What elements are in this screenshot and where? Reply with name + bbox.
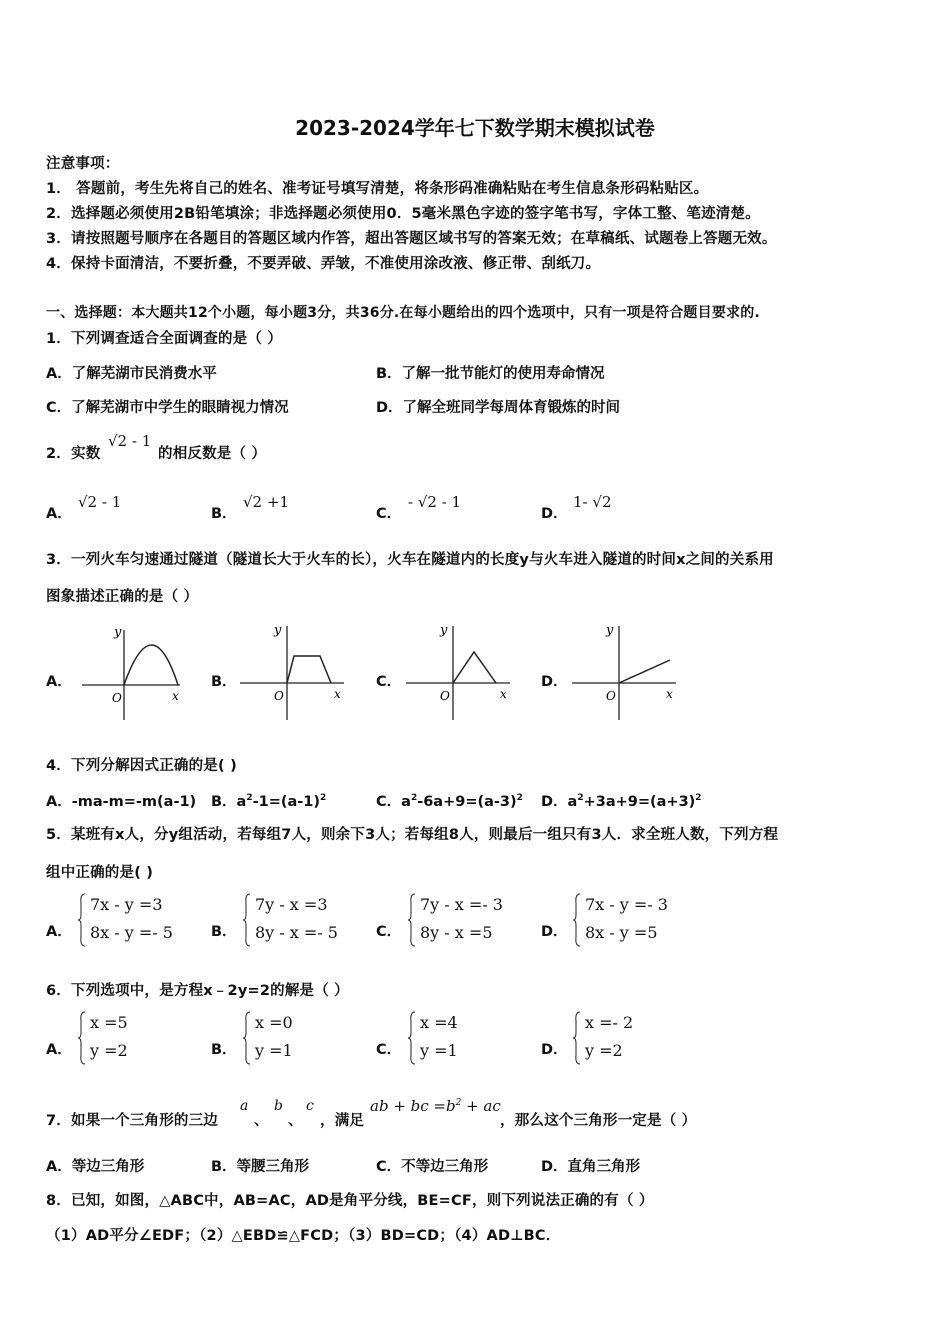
q7-option-a: A．等边三角形	[46, 1159, 145, 1175]
brace-icon	[78, 1011, 86, 1065]
q4-option-c: C．$a^2-6a+9=(a-3)^2$	[376, 793, 523, 810]
notice-item-4: 4．保持卡面清洁，不要折叠，不要弄破、弄皱，不准使用涂改液、修正带、刮纸刀。	[46, 256, 601, 272]
q3-stem-line2: 图象描述正确的是（ ）	[46, 589, 199, 605]
q3-c-x-label: x	[500, 687, 507, 701]
q2-option-c: - √2 - 1	[408, 493, 462, 511]
q7-stem-post: ，那么这个三角形一定是（ ）	[500, 1113, 697, 1129]
q3-b-x-label: x	[334, 687, 341, 701]
q1-option-c: C．了解芜湖市中学生的眼睛视力情况	[46, 400, 289, 416]
q4-option-d: D．$a^2+3a+9=(a+3)^2$	[541, 793, 702, 810]
q4-option-a: A．-ma-m=-m(a-1)	[46, 794, 197, 810]
q3-label-a: A．	[46, 674, 72, 690]
q7-var-b: b	[274, 1098, 283, 1114]
q6-label-c: C．	[376, 1042, 402, 1058]
q3-graph-c	[402, 618, 517, 723]
notice-item-3: 3．请按照题号顺序在各题目的答题区域内作答，超出答题区域书写的答案无效；在草稿纸、试题卷上答题无效。	[46, 231, 777, 247]
notice-item-1: 1． 答题前，考生先将自己的姓名、准考证号填写清楚，将条形码准确粘贴在考生信息条形码粘贴区。	[46, 181, 709, 197]
q3-c-y-label: y	[440, 623, 448, 638]
q7-option-b: B．等腰三角形	[211, 1159, 310, 1175]
q6-label-a: A．	[46, 1042, 72, 1058]
q5-label-d: D．	[541, 924, 568, 940]
q3-a-origin: O	[112, 691, 122, 705]
q3-graph-b	[236, 618, 351, 723]
q7-var-c: c	[306, 1098, 314, 1114]
q3-c-origin: O	[440, 689, 450, 703]
q2-option-d: 1- √2	[573, 493, 612, 511]
q3-d-origin: O	[606, 689, 616, 703]
q1-option-b: B．了解一批节能灯的使用寿命情况	[376, 366, 605, 382]
q7-option-d: D．直角三角形	[541, 1159, 641, 1175]
page-title: 2023-2024学年七下数学期末模拟试卷	[295, 116, 655, 140]
q6-stem: 6．下列选项中，是方程x﹣2y=2的解是（ ）	[46, 983, 349, 999]
q4-stem: 4．下列分解因式正确的是( )	[46, 758, 237, 774]
q5-stem-line2: 组中正确的是( )	[46, 865, 154, 881]
q1-stem: 1．下列调查适合全面调查的是（ ）	[46, 331, 283, 347]
brace-icon	[408, 893, 416, 947]
q3-a-y-label: y	[114, 625, 122, 640]
q5-stem-line1: 5．某班有x人，分y组活动，若每组7人，则余下3人；若每组8人，则最后一组只有3人．求全班人数，下列方程	[46, 827, 779, 843]
q5-label-a: A．	[46, 924, 72, 940]
q7-equation: ab + bc $=b^2$ + ac	[370, 1097, 501, 1115]
q3-graph-a	[76, 620, 186, 725]
q7-var-a: a	[240, 1098, 249, 1114]
q2-stem-pre: 2．实数	[46, 446, 101, 462]
q3-b-origin: O	[274, 689, 284, 703]
q1-option-a: A．了解芜湖市民消费水平	[46, 366, 217, 382]
q2-label-c: C．	[376, 506, 402, 522]
q2-option-a: √2 - 1	[78, 493, 122, 511]
q3-d-x-label: x	[666, 687, 673, 701]
notice-item-2: 2．选择题必须使用2B铅笔填涂；非选择题必须使用0．5毫米黑色字迹的签字笔书写，字体工整、笔迹清楚。	[46, 206, 760, 222]
q1-option-d: D．了解全班同学每周体育锻炼的时间	[376, 400, 621, 416]
brace-icon	[408, 1011, 416, 1065]
q7-sep-2: 、	[288, 1113, 303, 1129]
q4-option-b: B．$a^2-1=(a-1)^2$	[211, 793, 327, 810]
q3-b-y-label: y	[274, 623, 282, 638]
brace-icon	[243, 893, 251, 947]
q6-label-b: B．	[211, 1042, 237, 1058]
q7-stem-mid: ，满足	[320, 1113, 365, 1129]
q2-stem-post: 的相反数是（ ）	[158, 446, 267, 462]
q3-stem-line1: 3．一列火车匀速通过隧道（隧道长大于火车的长），火车在隧道内的长度y与火车进入隧道的时间x之间的关系用	[46, 552, 774, 568]
q3-d-y-label: y	[606, 623, 614, 638]
q2-option-b: √2 +1	[243, 493, 289, 511]
q3-label-b: B．	[211, 674, 237, 690]
brace-icon	[573, 893, 581, 947]
q8-statements: （1）AD平分∠EDF；（2）△EBD≌△FCD；（3）BD=CD；（4）AD⊥BC．	[46, 1228, 561, 1244]
q3-label-d: D．	[541, 674, 568, 690]
q2-label-d: D．	[541, 506, 568, 522]
brace-icon	[78, 893, 86, 947]
brace-icon	[573, 1011, 581, 1065]
q5-label-c: C．	[376, 924, 402, 940]
q2-label-b: B．	[211, 506, 237, 522]
q5-label-b: B．	[211, 924, 237, 940]
q6-label-d: D．	[541, 1042, 568, 1058]
q3-a-x-label: x	[172, 689, 179, 703]
q7-option-c: C．不等边三角形	[376, 1159, 489, 1175]
q7-stem-pre: 7．如果一个三角形的三边	[46, 1113, 218, 1129]
q2-label-a: A．	[46, 506, 72, 522]
q2-expression: √2 - 1	[108, 432, 152, 450]
section-heading: 一、选择题：本大题共12个小题，每小题3分，共36分.在每小题给出的四个选项中，只有一项是符合题目要求的.	[46, 305, 760, 321]
q3-graph-d	[568, 618, 683, 723]
q7-sep-1: 、	[254, 1113, 269, 1129]
q3-label-c: C．	[376, 674, 402, 690]
q8-stem: 8．已知，如图，△ABC中，AB=AC，AD是角平分线，BE=CF，则下列说法正确的有（ ）	[46, 1193, 654, 1209]
brace-icon	[243, 1011, 251, 1065]
notice-heading: 注意事项：	[46, 156, 120, 172]
